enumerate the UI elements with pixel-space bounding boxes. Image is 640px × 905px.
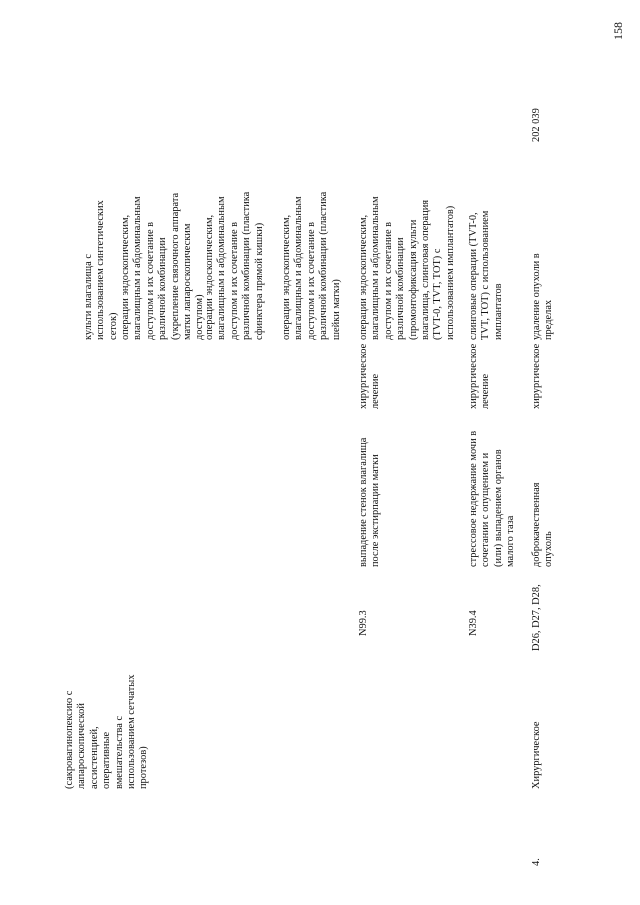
row-n394-diagnosis: стрессовое недержание мочи в сочетании с опущением и (или) выпадением органов малого таза	[468, 430, 517, 567]
row-n993-code: N99.3	[358, 610, 369, 636]
row-n394-method: слинговые операции (TVT-0, TVT, TOT) с использованием имплантатов	[468, 210, 504, 340]
row4-diagnosis: доброкачественная опухоль	[531, 482, 555, 567]
row4-treatment: хирургическое	[531, 343, 542, 409]
method-item-cervix: операции эндоскопическим, влагалищным и абдоминальным доступом и их сочетание в различной комбинации (пластика шейки матки)	[281, 191, 342, 340]
row-n993-diagnosis: выпадение стенок влагалища после экстирпации матки	[358, 437, 382, 567]
row-n394-treatment: хирургическое лечение	[468, 343, 492, 409]
row4-norm-cost: 202 039	[531, 108, 542, 142]
method-item-sphincter: операции эндоскопическим, влагалищным и абдоминальным доступом и их сочетание в различной комбинации (пластика сфинктера прямой кишки)	[204, 191, 265, 340]
row4-codes: D26, D27, D28,	[531, 584, 542, 651]
row4-method: удаление опухоли в пределах	[531, 253, 555, 340]
profile-continuation-text: (сакровагинопексию с лапароскопической ассистенцией, оперативные вмешательства с использованием сетчатых протезов)	[64, 674, 150, 789]
method-continuation-text: культи влагалища с использованием синтетических сеток)	[83, 200, 119, 340]
row-n993-method: операции эндоскопическим, влагалищным и абдоминальным доступом и их сочетание в различной комбинации (промонтофиксация культи влагалища, слинговая операция (TVT-0, TVT, TOT) с использованием имплантатов)	[358, 196, 456, 340]
row-n394-code: N39.4	[468, 610, 479, 636]
page-number: 158	[611, 22, 625, 40]
row4-number: 4.	[531, 858, 542, 866]
row-n993-treatment: хирургическое лечение	[358, 343, 382, 409]
method-item-ligament: операции эндоскопическим, влагалищным и абдоминальным доступом и их сочетание в различной комбинации (укрепление связочного аппарата матки лапароскопическим доступом)	[120, 192, 206, 340]
row4-profile: Хирургическое	[531, 721, 542, 789]
